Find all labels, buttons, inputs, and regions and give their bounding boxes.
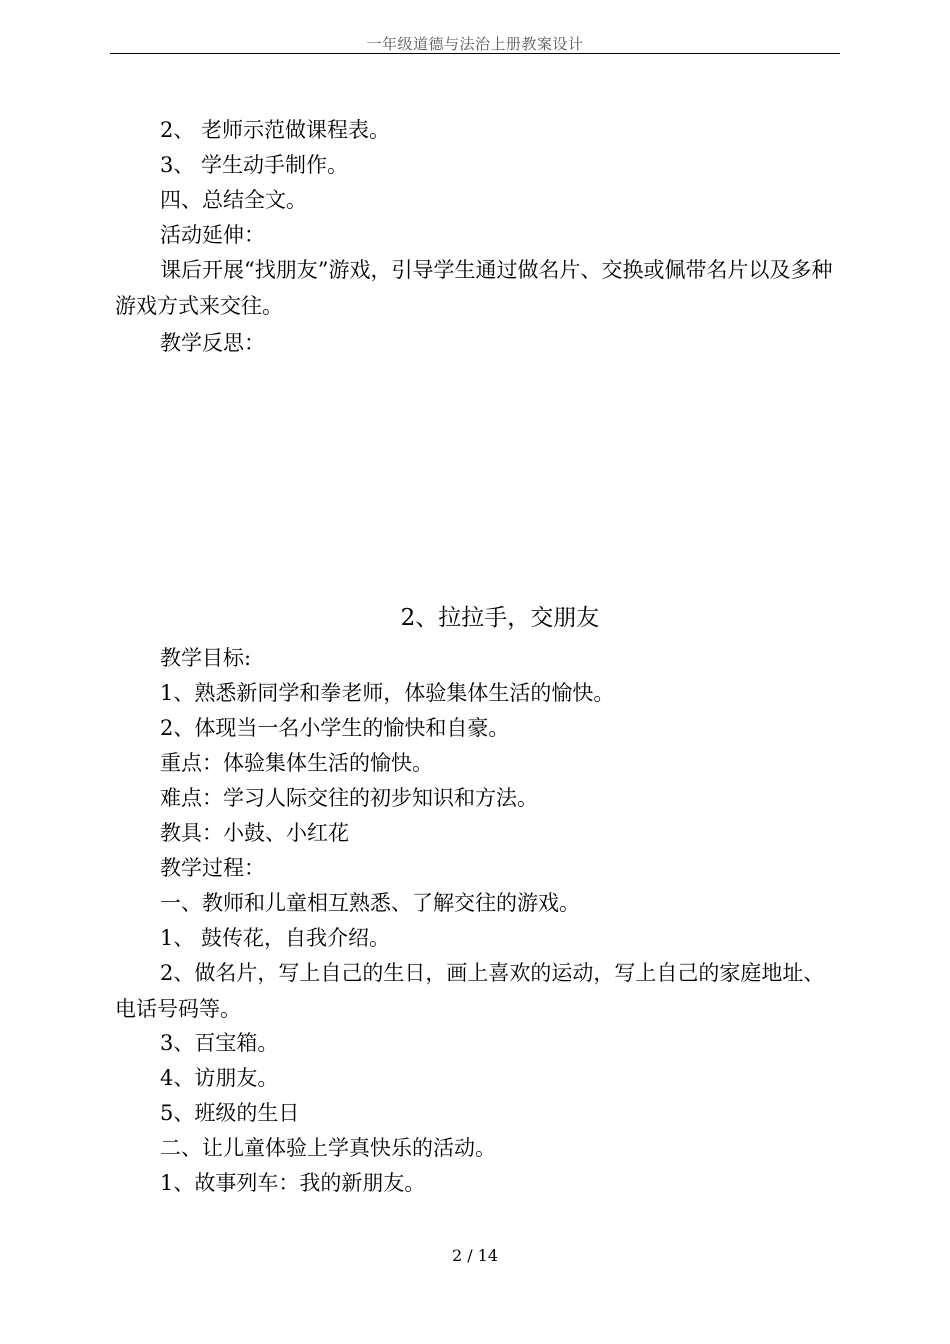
extension-label: 活动延伸： bbox=[160, 223, 265, 247]
page-header-title: 一年级道德与法治上册教案设计 bbox=[366, 35, 584, 53]
part-1-item-1: 1、 鼓传花，自我介绍。 bbox=[160, 926, 391, 950]
goals-label: 教学目标: bbox=[160, 646, 252, 670]
key-point: 重点：体验集体生活的愉快。 bbox=[160, 751, 433, 775]
part-1-title: 一、教师和儿童相互熟悉、了解交往的游戏。 bbox=[160, 891, 580, 915]
part-1-item-4: 4、访朋友。 bbox=[160, 1066, 279, 1090]
goal-1: 1、熟悉新同学和拳老师，体验集体生活的愉快。 bbox=[160, 681, 615, 705]
step-3-text: 3、 学生动手制作。 bbox=[160, 153, 349, 177]
process-label: 教学过程： bbox=[160, 856, 265, 880]
part-1-item-2: 2、做名片，写上自己的生日，画上喜欢的运动，写上自己的家庭地址、电话号码等。 bbox=[115, 961, 825, 1021]
page-number: 2 / 14 bbox=[451, 1246, 499, 1265]
summary-heading: 四、总结全文。 bbox=[160, 188, 307, 212]
lesson-title: 2、拉拉手，交朋友 bbox=[400, 605, 600, 631]
header-divider bbox=[110, 53, 840, 54]
part-2-title: 二、让儿童体验上学真快乐的活动。 bbox=[160, 1136, 496, 1160]
teaching-aids: 教具：小鼓、小红花 bbox=[160, 821, 349, 845]
part-2-item-1: 1、故事列车：我的新朋友。 bbox=[160, 1171, 426, 1195]
goal-2: 2、体现当一名小学生的愉快和自豪。 bbox=[160, 716, 510, 740]
part-1-item-3: 3、百宝箱。 bbox=[160, 1031, 279, 1055]
part-1-item-5: 5、班级的生日 bbox=[160, 1101, 300, 1125]
step-2-text: 2、 老师示范做课程表。 bbox=[160, 118, 391, 142]
reflection-label: 教学反思： bbox=[160, 331, 265, 355]
extension-paragraph: 课后开展“找朋友”游戏，引导学生通过做名片、交换或佩带名片以及多种游戏方式来交往。 bbox=[115, 258, 833, 318]
difficulty-point: 难点：学习人际交往的初步知识和方法。 bbox=[160, 786, 538, 810]
